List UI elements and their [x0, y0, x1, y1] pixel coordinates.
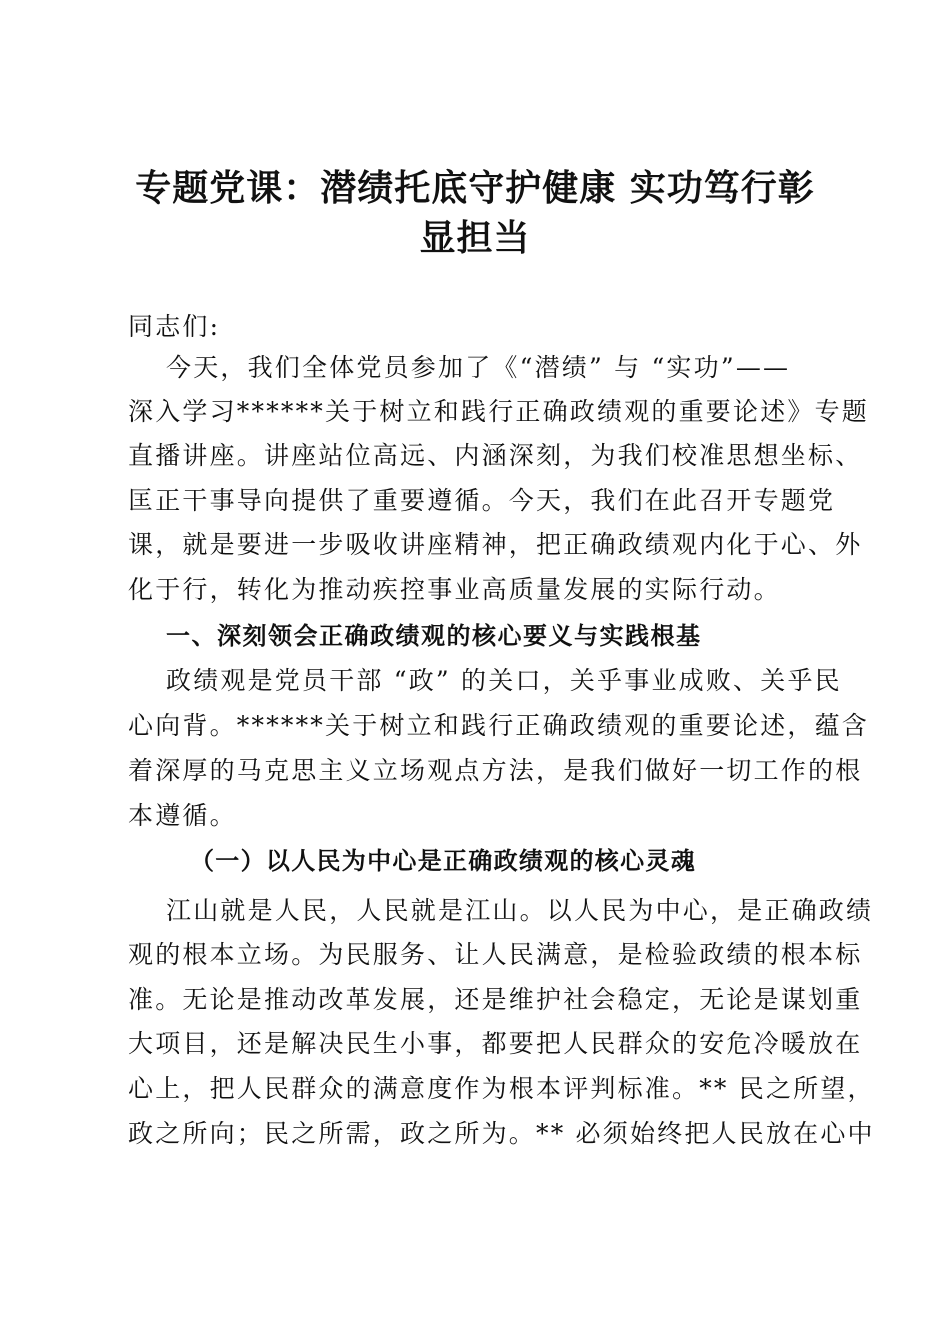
paragraph-line: 心向背。******关于树立和践行正确政绩观的重要论述，蕴含 [128, 711, 870, 740]
paragraph-line: 江山就是人民，人民就是江山。以人民为中心，是正确政绩 [166, 896, 874, 925]
paragraph-line: 本遵循。 [128, 801, 237, 830]
paragraph-line: 准。无论是推动改革发展，还是维护社会稳定，无论是谋划重 [128, 985, 863, 1014]
subsection-heading: （一）以人民为中心是正确政绩观的核心灵魂 [190, 847, 696, 875]
paragraph-line: 直播讲座。讲座站位高远、内涵深刻，为我们校准思想坐标、 [128, 441, 863, 470]
document-title: 专题党课：潜绩托底守护健康 实功笃行彰显担当 [135, 168, 815, 259]
paragraph-line: 政之所向；民之所需，政之所为。** 必须始终把人民放在心中 [128, 1119, 875, 1148]
paragraph-line: 政绩观是党员干部 “政” 的关口，关乎事业成败、关乎民 [166, 666, 842, 695]
section-heading: 一、深刻领会正确政绩观的核心要义与实践根基 [166, 622, 702, 650]
paragraph-line: 今天，我们全体党员参加了《“潜绩” 与 “实功”—— [166, 353, 791, 382]
paragraph-line: 匡正干事导向提供了重要遵循。今天，我们在此召开专题党 [128, 486, 836, 515]
paragraph-line: 大项目，还是解决民生小事，都要把人民群众的安危冷暖放在 [128, 1029, 863, 1058]
salutation: 同志们: [128, 312, 221, 341]
paragraph-line: 观的根本立场。为民服务、让人民满意，是检验政绩的根本标 [128, 940, 863, 969]
paragraph-line: 着深厚的马克思主义立场观点方法，是我们做好一切工作的根 [128, 756, 863, 785]
paragraph-line: 心上，把人民群众的满意度作为根本评判标准。** 民之所望， [128, 1074, 875, 1103]
paragraph-line: 课，就是要进一步吸收讲座精神，把正确政绩观内化于心、外 [128, 530, 863, 559]
paragraph-line: 深入学习******关于树立和践行正确政绩观的重要论述》专题 [128, 397, 870, 426]
paragraph-line: 化于行，转化为推动疾控事业高质量发展的实际行动。 [128, 575, 781, 604]
